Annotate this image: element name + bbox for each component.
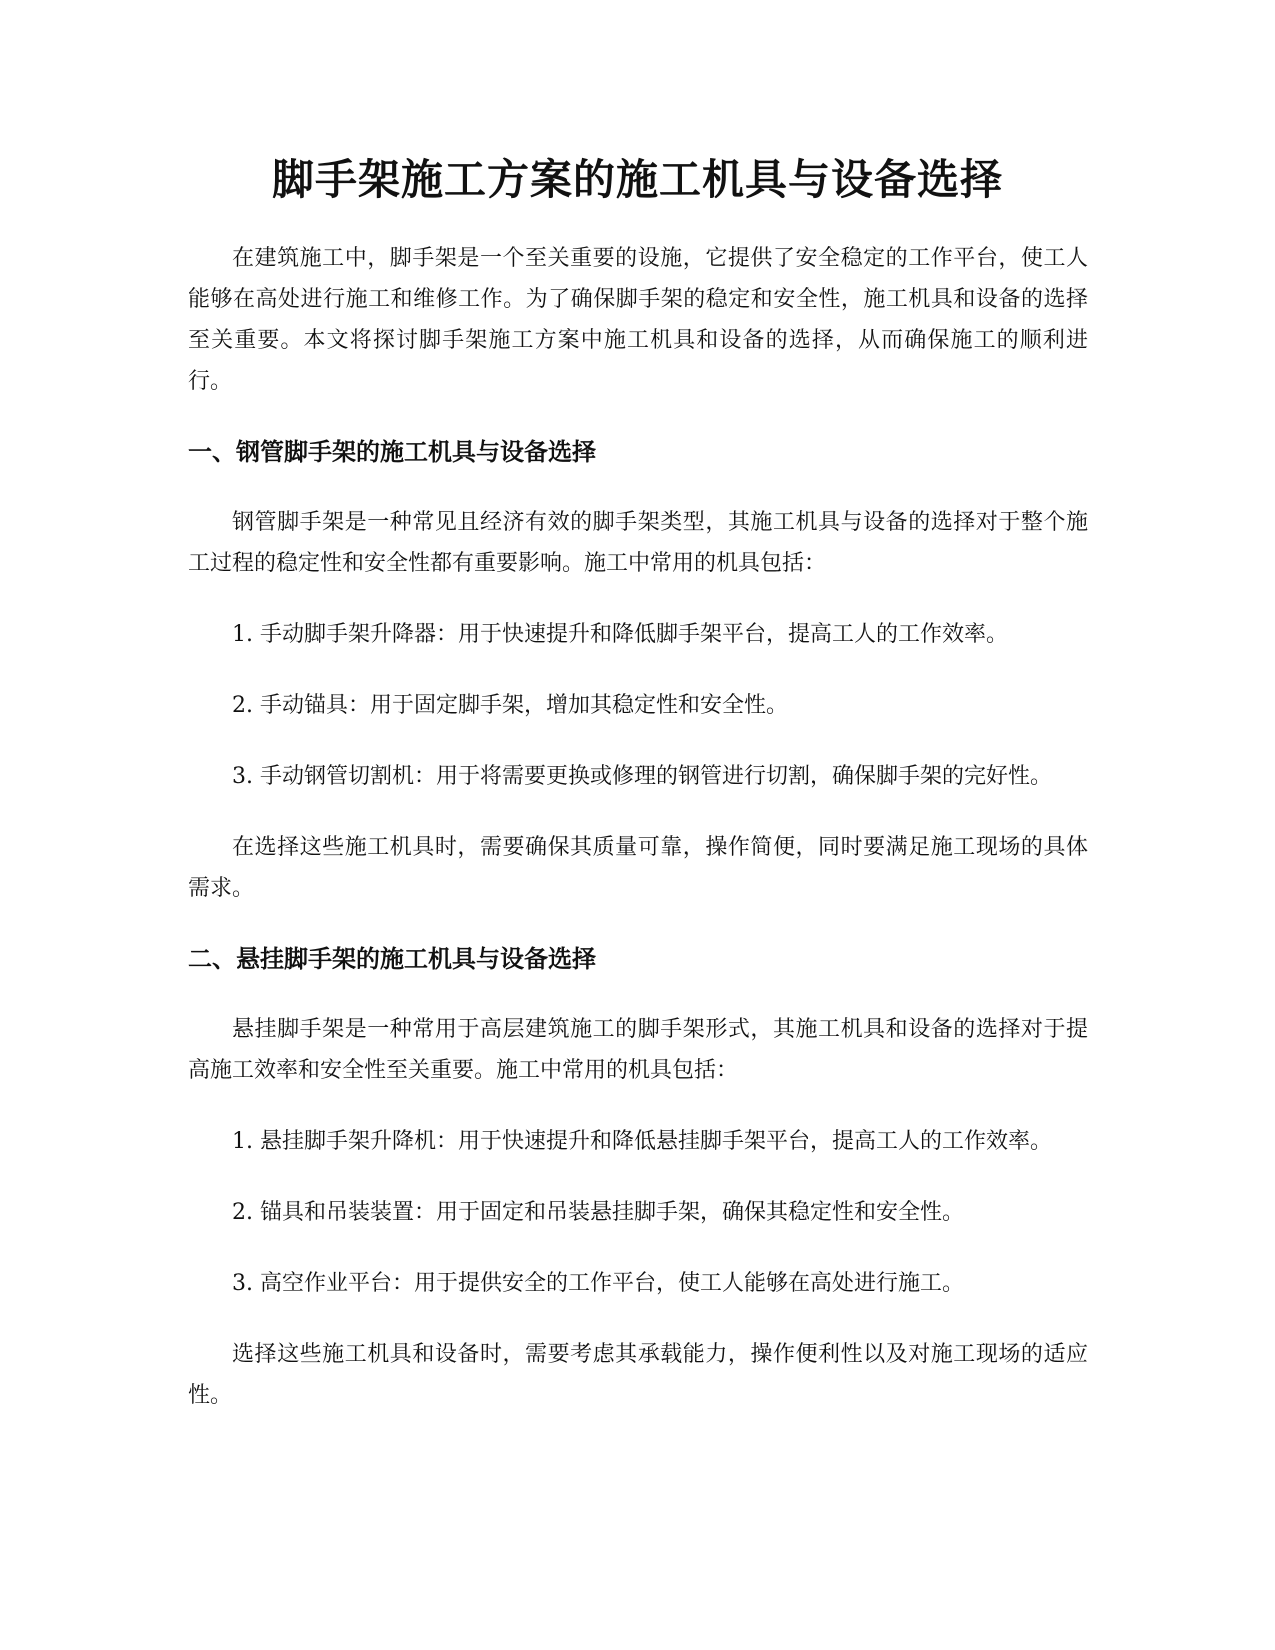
- section-heading: 二、悬挂脚手架的施工机具与设备选择: [188, 945, 596, 973]
- section-lead-paragraph: 钢管脚手架是一种常见且经济有效的脚手架类型，其施工机具与设备的选择对于整个施工过程的稳定性和安全性都有重要影响。施工中常用的机具包括：: [188, 510, 1088, 576]
- document-body: [188, 238, 1088, 1446]
- list-item: 2. 锚具和吊装装置：用于固定和吊装悬挂脚手架，确保其稳定性和安全性。: [232, 1200, 964, 1225]
- section-closing-paragraph: 在选择这些施工机具时，需要确保其质量可靠，操作简便，同时要满足施工现场的具体需求。: [188, 835, 1088, 901]
- section-lead-paragraph: 悬挂脚手架是一种常用于高层建筑施工的脚手架形式，其施工机具和设备的选择对于提高施工效率和安全性至关重要。施工中常用的机具包括：: [188, 1017, 1088, 1083]
- section-1: [188, 432, 1088, 909]
- intro-paragraph: 在建筑施工中，脚手架是一个至关重要的设施，它提供了安全稳定的工作平台，使工人能够在高处进行施工和维修工作。为了确保脚手架的稳定和安全性，施工机具和设备的选择至关重要。本文将探讨脚手架施工方案中施工机具和设备的选择，从而确保施工的顺利进行。: [188, 246, 1088, 394]
- list-item: 2. 手动锚具：用于固定脚手架，增加其稳定性和安全性。: [232, 693, 788, 718]
- list-item: 3. 高空作业平台：用于提供安全的工作平台，使工人能够在高处进行施工。: [232, 1271, 964, 1296]
- list-item: 1. 悬挂脚手架升降机：用于快速提升和降低悬挂脚手架平台，提高工人的工作效率。: [232, 1129, 1052, 1154]
- section-2: [188, 939, 1088, 1416]
- document-title: 脚手架施工方案的施工机具与设备选择: [271, 155, 1003, 204]
- section-closing-paragraph: 选择这些施工机具和设备时，需要考虑其承载能力，操作便利性以及对施工现场的适应性。: [188, 1342, 1088, 1408]
- section-heading: 一、钢管脚手架的施工机具与设备选择: [188, 438, 596, 466]
- list-item: 1. 手动脚手架升降器：用于快速提升和降低脚手架平台，提高工人的工作效率。: [232, 622, 1008, 647]
- list-item: 3. 手动钢管切割机：用于将需要更换或修理的钢管进行切割，确保脚手架的完好性。: [232, 764, 1052, 789]
